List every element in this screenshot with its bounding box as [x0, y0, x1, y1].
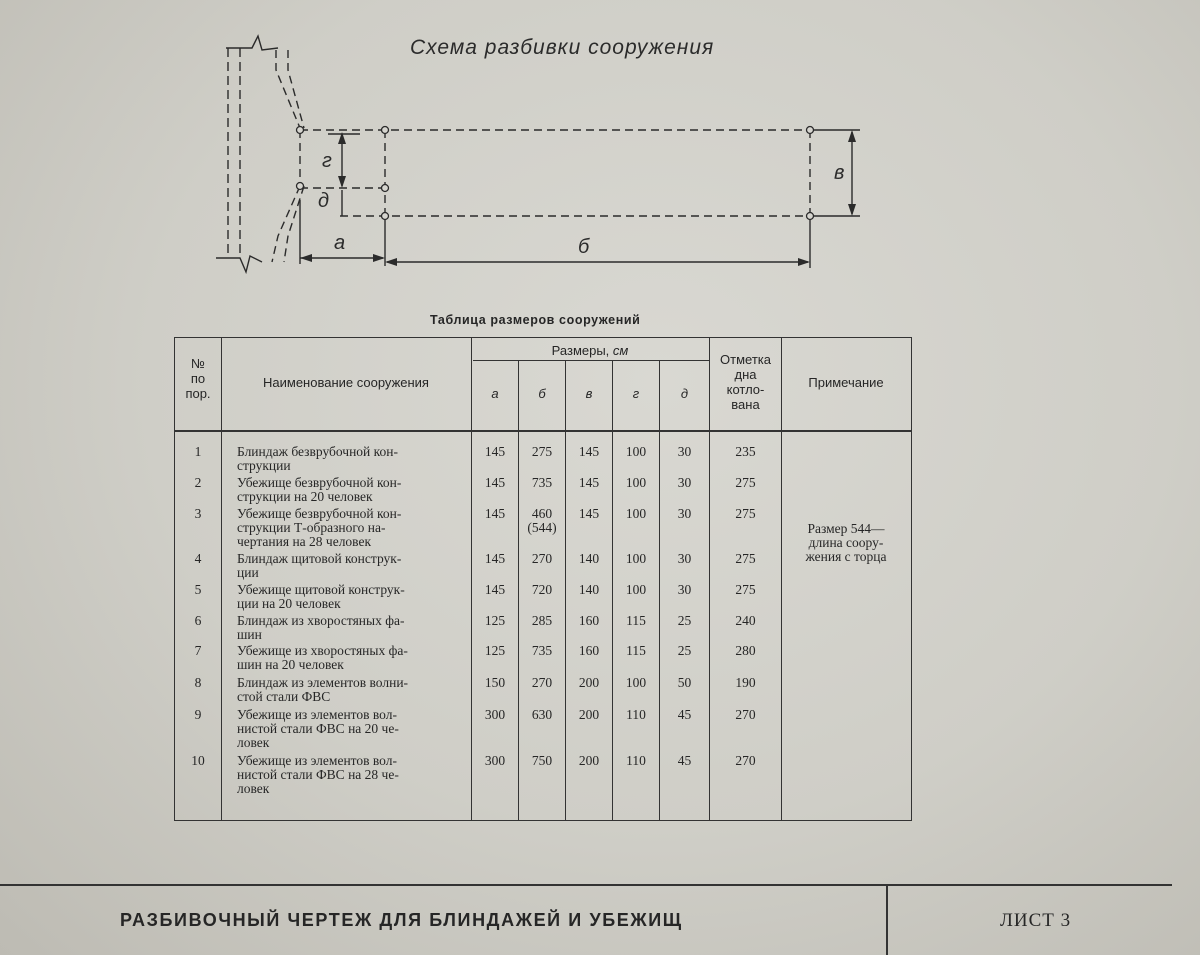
table-note: Размер 544— длина соору- жения с торца — [805, 521, 887, 564]
header-col-a: а — [491, 386, 499, 401]
peg-3 — [807, 127, 814, 134]
table-caption: Таблица размеров сооружений — [430, 313, 641, 327]
dim-label-g: г — [322, 150, 332, 172]
peg-7 — [807, 213, 814, 220]
peg-1 — [297, 127, 304, 134]
header-mark: Отметка дна котло- вана — [720, 352, 771, 412]
peg-4 — [297, 183, 304, 190]
header-name: Наименование сооружения — [263, 375, 429, 390]
peg-6 — [382, 213, 389, 220]
dim-label-b: б — [578, 236, 590, 258]
diagram-title: Схема разбивки сооружения — [410, 36, 715, 59]
header-note: Примечание — [808, 375, 884, 390]
entrance-slope-top2 — [288, 50, 304, 128]
entrance-slope-top — [276, 50, 300, 128]
sheet-number: ЛИСТ 3 — [1000, 910, 1072, 931]
footer-title: РАЗБИВОЧНЫЙ ЧЕРТЕЖ ДЛЯ БЛИНДАЖЕЙ И УБЕЖИЩ — [120, 910, 683, 930]
header-no: № по пор. — [185, 356, 211, 401]
header-col-v: в — [585, 386, 593, 401]
peg-2 — [382, 127, 389, 134]
header-col-d: д — [680, 386, 689, 401]
entrance-slope-bottom2 — [284, 186, 304, 262]
footer-divider — [0, 884, 1172, 886]
dim-label-a: а — [334, 232, 346, 254]
footer-column-divider — [886, 885, 888, 955]
trench-break-top — [226, 36, 278, 50]
trench-break-bottom — [216, 256, 262, 272]
peg-5 — [382, 185, 389, 192]
dimensions-table: № по пор. Наименование сооружения Размеры, см а б в г д Отметка дна котло- вана Примечание 1 Блиндаж безврубочной кон- струкции 145 275 145 100 30 235 2 Убежище безврубочной кон- струкции на 20 человек 145 735 145 100 30 275 3 Убежище безврубочной кон- струкции Т-образного на- чертания на 28 человек 145 460 (544) 145 100 30 275 4 Блиндаж щитовой конструк- ции 145 270 140 100 30 275 5 Убежище щитовой конструк- ции на 20 человек 145 720 140 100 30 275 6 Блиндаж из хворостяных фа- шин 125 285 160 115 25 240 7 Убежище из хворостяных фа- шин на 20 человек 125 735 160 115 25 280 8 Блиндаж из элементов волни- стой стали ФВС 150 270 200 100 50 190 9 Убежище из элементов вол- нистой стали ФВС на 20 че- ловек 300 630 200 110 45 270 10 Убежище из элементов вол- нистой стали ФВС на 28 че- ловек 300 750 200 110 45 270 Размер 544— длина соору- жения с торца — [174, 337, 912, 821]
layout-diagram — [0, 0, 1200, 300]
header-col-b: б — [538, 386, 546, 401]
header-sizes: Размеры, см — [551, 343, 629, 358]
dim-label-v: в — [834, 162, 845, 184]
header-col-g: г — [632, 386, 640, 401]
dim-label-d: д — [318, 190, 330, 212]
